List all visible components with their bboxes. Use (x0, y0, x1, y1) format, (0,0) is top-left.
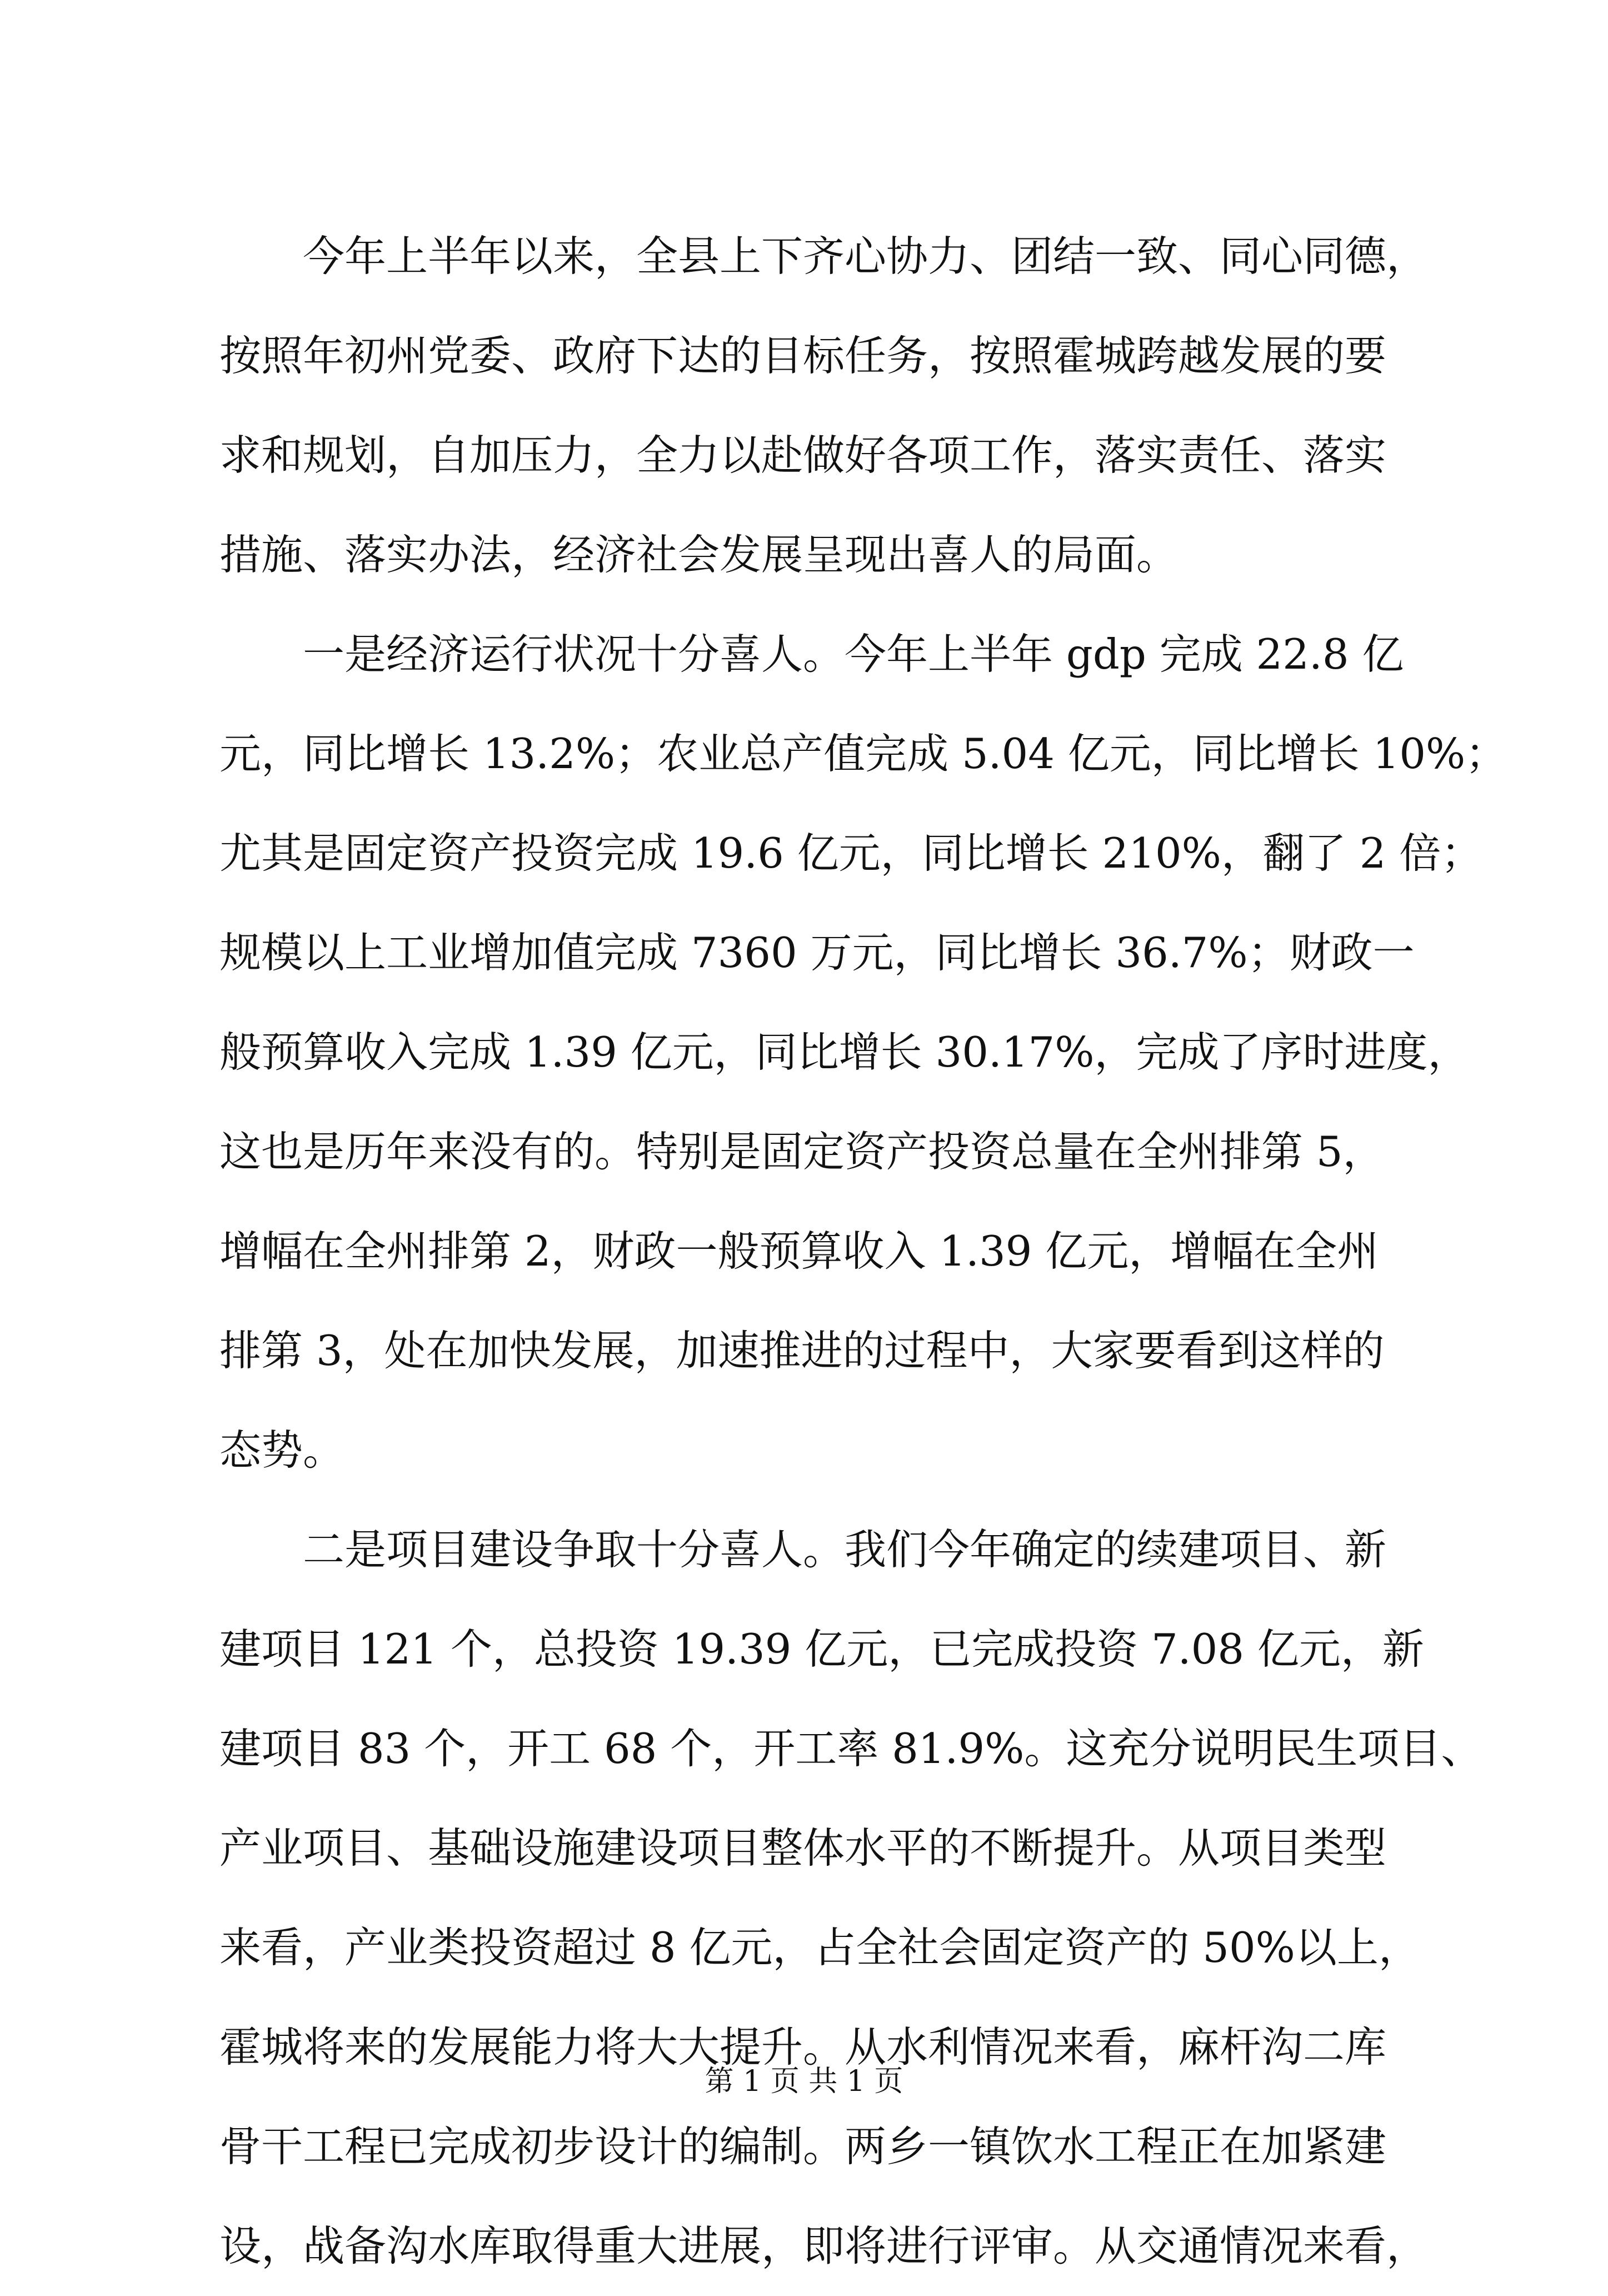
text-line: 来看，产业类投资超过 8 亿元，占全社会固定资产的 50%以上， (219, 1923, 1420, 1972)
page-number-footer: 第 1 页 共 1 页 (705, 2065, 903, 2098)
text-line: 一是经济运行状况十分喜人。今年上半年 gdp 完成 22.8 亿 (303, 630, 1404, 679)
text-line: 二是项目建设争取十分喜人。我们今年确定的续建项目、新 (303, 1525, 1387, 1574)
text-line: 按照年初州党委、政府下达的目标任务，按照霍城跨越发展的要 (219, 331, 1387, 380)
text-line: 骨干工程已完成初步设计的编制。两乡一镇饮水工程正在加紧建 (219, 2122, 1387, 2171)
text-line: 建项目 121 个，总投资 19.39 亿元，已完成投资 7.08 亿元，新 (219, 1625, 1424, 1674)
text-line: 般预算收入完成 1.39 亿元，同比增长 30.17%，完成了序时进度， (219, 1028, 1470, 1077)
text-line: 产业项目、基础设施建设项目整体水平的不断提升。从项目类型 (219, 1824, 1387, 1872)
text-line: 这也是历年来没有的。特别是固定资产投资总量在全州排第 5， (219, 1127, 1385, 1176)
text-line: 态势。 (219, 1426, 345, 1475)
text-line: 尤其是固定资产投资完成 19.6 亿元，同比增长 210%，翻了 2 倍； (219, 829, 1483, 878)
document-body (219, 207, 1507, 2296)
text-line: 求和规划，自加压力，全力以赴做好各项工作，落实责任、落实 (219, 431, 1387, 480)
text-line: 排第 3，处在加快发展，加速推进的过程中，大家要看到这样的 (219, 1326, 1385, 1375)
text-line: 设，战备沟水库取得重大进展，即将进行评审。从交通情况来看， (219, 2222, 1429, 2270)
text-line: 增幅在全州排第 2，财政一般预算收入 1.39 亿元，增幅在全州 (219, 1227, 1379, 1276)
text-line: 霍城将来的发展能力将大大提升。从水利情况来看，麻杆沟二库 (219, 2023, 1387, 2071)
text-line: 今年上半年以来，全县上下齐心协力、团结一致、同心同德， (303, 232, 1429, 281)
text-line: 建项目 83 个，开工 68 个，开工率 81.9%。这充分说明民生项目、 (219, 1724, 1483, 1773)
text-line: 规模以上工业增加值完成 7360 万元，同比增长 36.7%；财政一 (219, 928, 1415, 977)
text-line: 元，同比增长 13.2%；农业总产值完成 5.04 亿元，同比增长 10%； (219, 729, 1507, 778)
text-line: 措施、落实办法，经济社会发展呈现出喜人的局面。 (219, 530, 1178, 579)
